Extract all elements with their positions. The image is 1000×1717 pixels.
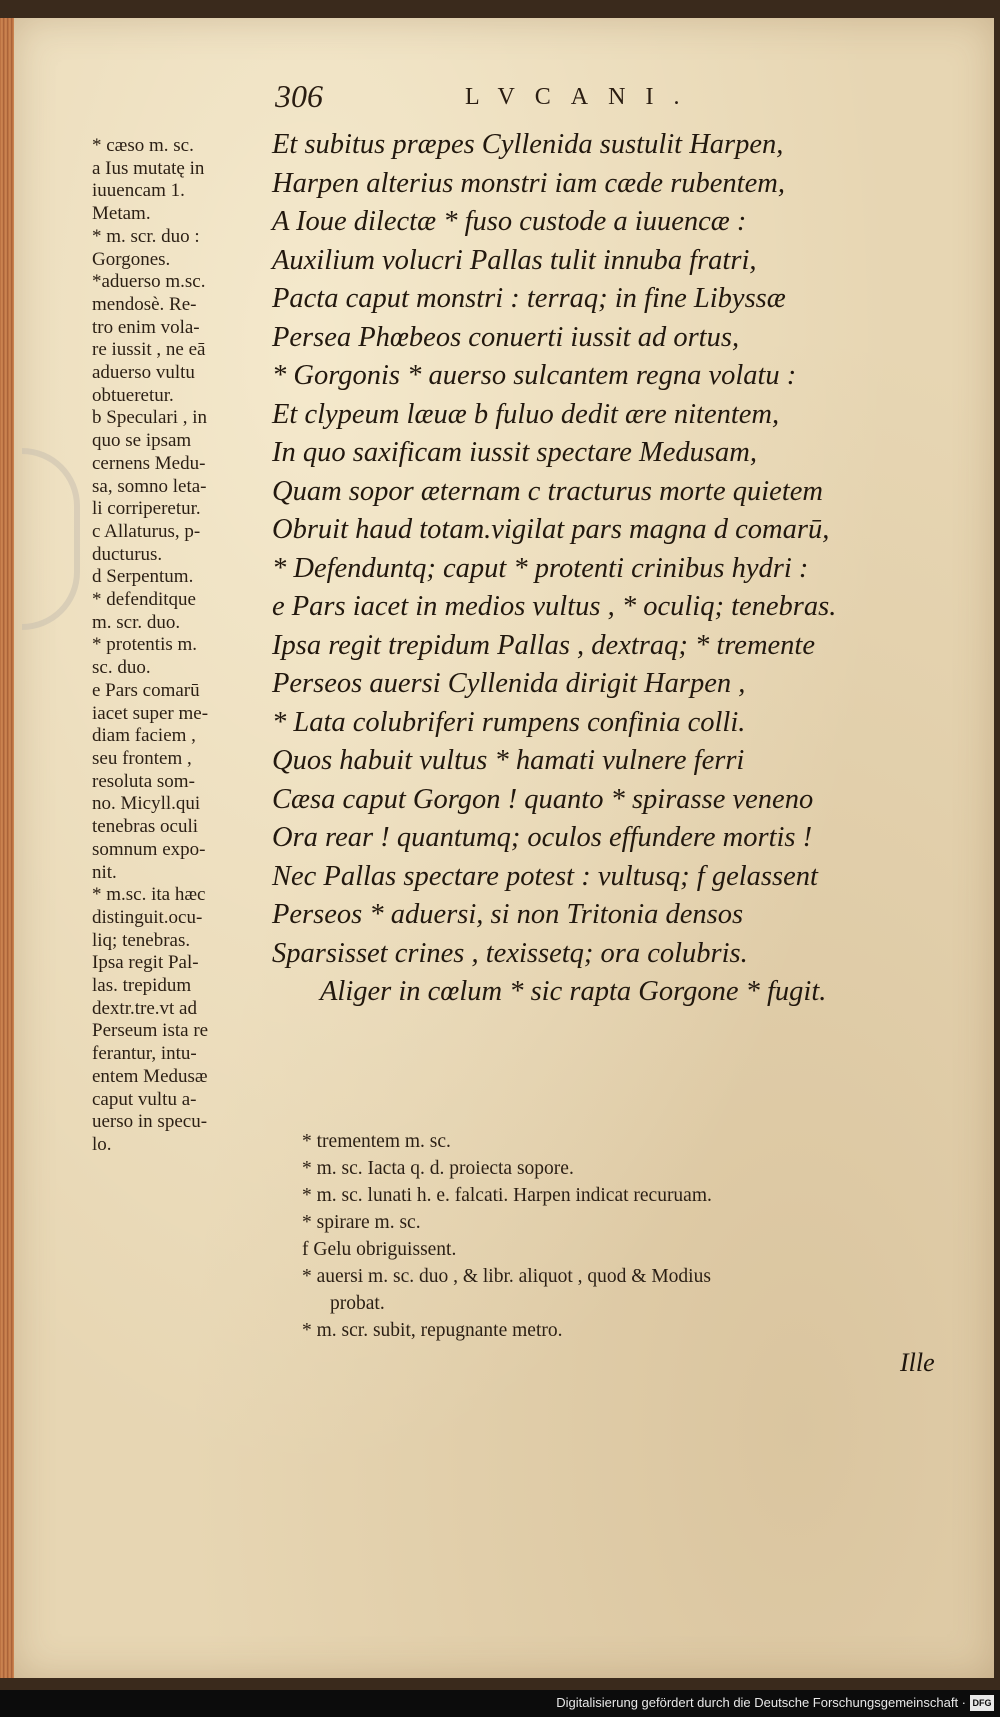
margin-note-line: cernens Medu- bbox=[92, 452, 206, 474]
margin-note-line: distinguit.ocu- bbox=[92, 906, 203, 928]
margin-note-line: dextr.tre.vt ad bbox=[92, 997, 197, 1019]
margin-note-line: ferantur, intu- bbox=[92, 1043, 197, 1065]
verse-line: e Pars iacet in medios vultus , * oculiq; tenebras. bbox=[272, 591, 837, 622]
margin-note-line: caput vultu a- bbox=[92, 1088, 197, 1110]
verse-line: Nec Pallas spectare potest : vultusq; f gelassent bbox=[272, 860, 818, 892]
verse-line: A Ioue dilectæ * fuso custode a iuuencæ : bbox=[272, 206, 747, 237]
footnote-line: * m. sc. Iacta q. d. proiecta sopore. bbox=[302, 1158, 574, 1179]
footer-credit: Digitalisierung gefördert durch die Deutsche Forschungsgemeinschaft · bbox=[556, 1695, 966, 1710]
footnote-line: probat. bbox=[330, 1293, 385, 1314]
footnote-line: * m. scr. subit, repugnante metro. bbox=[302, 1320, 563, 1341]
margin-note-line: tro enim vola- bbox=[92, 316, 200, 338]
margin-note-line: tenebras oculi bbox=[92, 816, 199, 838]
margin-note-line: lo. bbox=[92, 1133, 112, 1155]
margin-note-line: aduerso vultu bbox=[92, 362, 195, 384]
verse-line: * Defenduntq; caput * protenti crinibus hydri : bbox=[272, 552, 809, 584]
margin-note-line: * m.sc. ita hæc bbox=[92, 884, 206, 906]
dfg-logo: DFG bbox=[970, 1695, 994, 1711]
verse-line: Sparsisset crines , texissetq; ora colubris. bbox=[272, 937, 748, 969]
verse-line: * Gorgonis * auerso sulcantem regna volatu : bbox=[272, 360, 797, 391]
margin-note-line: * m. scr. duo : bbox=[92, 225, 200, 247]
verse-line: Cæsa caput Gorgon ! quanto * spirasse veneno bbox=[272, 783, 814, 815]
margin-note-line: Perseum ista re bbox=[92, 1020, 209, 1042]
verse-line: Auxilium volucri Pallas tulit innuba fratri, bbox=[272, 244, 757, 276]
verse-line: Harpen alterius monstri iam cæde rubentem, bbox=[272, 167, 785, 199]
verse-text bbox=[272, 126, 972, 1012]
verse-line: * Lata colubriferi rumpens confinia colli. bbox=[272, 706, 746, 738]
footnote-line: f Gelu obriguissent. bbox=[302, 1239, 457, 1260]
margin-notes bbox=[92, 135, 274, 1157]
verse-line: Obruit haud totam.vigilat pars magna d comarū, bbox=[272, 514, 830, 545]
margin-note-line: liq; tenebras. bbox=[92, 929, 191, 951]
running-head: LVCANI. bbox=[465, 84, 700, 110]
margin-note-line: re iussit , ne eā bbox=[92, 339, 206, 361]
margin-note-line: mendosè. Re- bbox=[92, 293, 197, 315]
margin-note-line: li corriperetur. bbox=[92, 498, 201, 520]
verse-line: Persea Phœbeos conuerti iussit ad ortus, bbox=[272, 321, 740, 353]
margin-note-line: resoluta som- bbox=[92, 770, 195, 792]
footnotes bbox=[302, 1128, 952, 1344]
margin-note-line: las. trepidum bbox=[92, 975, 192, 997]
margin-note-line: *aduerso m.sc. bbox=[92, 271, 206, 293]
margin-note-line: seu frontem , bbox=[92, 747, 192, 769]
margin-note-line: uerso in specu- bbox=[92, 1111, 208, 1133]
margin-note-line: sc. duo. bbox=[92, 657, 151, 679]
digitization-footer bbox=[0, 1690, 1000, 1717]
footnote-line: * trementem m. sc. bbox=[302, 1131, 451, 1152]
catchword: Ille bbox=[900, 1348, 935, 1377]
margin-note-line: Gorgones. bbox=[92, 248, 171, 270]
margin-note-line: nit. bbox=[92, 861, 117, 883]
margin-note-line: d Serpentum. bbox=[92, 566, 194, 588]
verse-line: Aliger in cœlum * sic rapta Gorgone * fugit. bbox=[320, 976, 827, 1007]
margin-note-line: diam faciem , bbox=[92, 725, 196, 747]
verse-line: Perseos auersi Cyllenida dirigit Harpen , bbox=[272, 668, 746, 699]
margin-note-line: * cæso m. sc. bbox=[92, 135, 194, 156]
verse-line: Perseos * aduersi, si non Tritonia densos bbox=[272, 899, 744, 930]
footnote-line: * m. sc. lunati h. e. falcati. Harpen indicat recuruam. bbox=[302, 1185, 712, 1206]
verse-line: Ipsa regit trepidum Pallas , dextraq; * tremente bbox=[272, 629, 815, 661]
margin-note-line: iuuencam 1. bbox=[92, 180, 185, 202]
margin-note-line: no. Micyll.qui bbox=[92, 793, 201, 815]
margin-note-line: e Pars comarū bbox=[92, 679, 200, 701]
footnote-line: * auersi m. sc. duo , & libr. aliquot , quod & Modius bbox=[302, 1266, 711, 1287]
margin-note-line: b Speculari , in bbox=[92, 407, 208, 429]
footnote-line: * spirare m. sc. bbox=[302, 1212, 421, 1233]
margin-note-line: sa, somno leta- bbox=[92, 475, 207, 497]
margin-note-line: quo se ipsam bbox=[92, 430, 192, 452]
margin-note-line: entem Medusæ bbox=[92, 1065, 208, 1087]
verse-line: In quo saxificam iussit spectare Medusam, bbox=[272, 437, 757, 468]
margin-note-line: a Ius mutatę in bbox=[92, 157, 205, 179]
margin-note-line: m. scr. duo. bbox=[92, 611, 181, 633]
margin-note-line: ducturus. bbox=[92, 543, 163, 565]
margin-note-line: Ipsa regit Pal- bbox=[92, 952, 199, 974]
margin-note-line: * protentis m. bbox=[92, 634, 198, 656]
book-clasp bbox=[22, 448, 80, 630]
margin-note-line: somnum expo- bbox=[92, 838, 206, 860]
margin-note-line: Metam. bbox=[92, 203, 151, 225]
margin-note-line: c Allaturus, p- bbox=[92, 520, 201, 542]
page-header bbox=[0, 78, 1000, 118]
margin-note-line: obtueretur. bbox=[92, 384, 174, 406]
margin-note-line: * defenditque bbox=[92, 589, 196, 611]
margin-note-line: iacet super me- bbox=[92, 702, 209, 724]
verse-line: Et subitus præpes Cyllenida sustulit Harpen, bbox=[272, 129, 784, 160]
page-number: 306 bbox=[275, 78, 323, 114]
verse-line: Pacta caput monstri : terraq; in fine Libyssæ bbox=[272, 283, 786, 314]
verse-line: Ora rear ! quantumq; oculos effundere mortis ! bbox=[272, 822, 813, 853]
verse-line: Et clypeum læuæ b fuluo dedit ære nitentem, bbox=[272, 398, 780, 430]
verse-line: Quam sopor æternam c tracturus morte quietem bbox=[272, 475, 823, 507]
verse-line: Quos habuit vultus * hamati vulnere ferri bbox=[272, 745, 745, 776]
